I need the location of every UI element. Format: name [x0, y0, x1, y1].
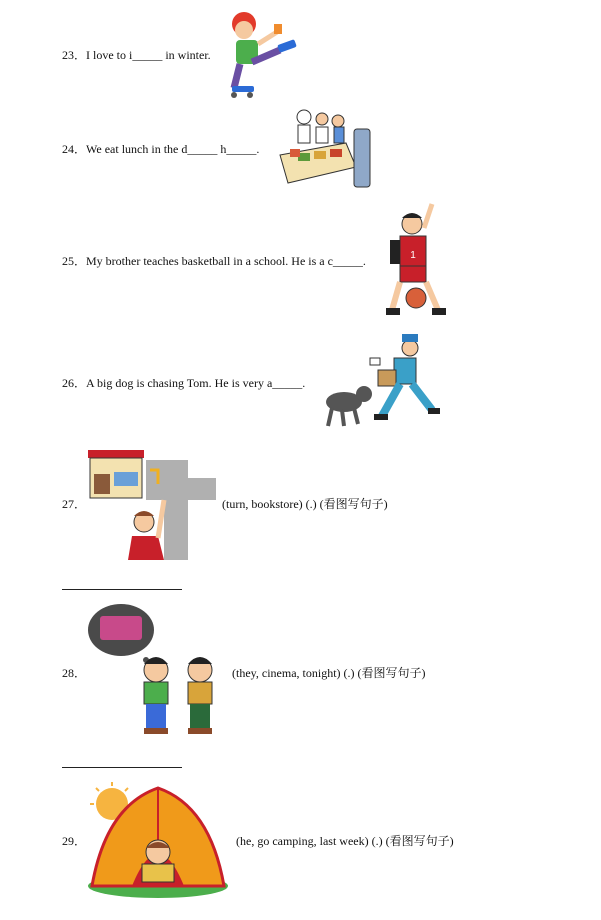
question-text: I love to i_____ in winter.: [86, 48, 211, 62]
two-boys-cinema-illustration: [86, 602, 220, 738]
question-text: My brother teaches basketball in a school. He is a c_____.: [86, 254, 366, 268]
question-25: [62, 254, 366, 268]
question-text: A big dog is chasing Tom. He is very a_____.: [86, 376, 306, 390]
question-number: 27．: [62, 497, 87, 511]
basketball-coach-illustration: [384, 200, 452, 318]
question-text: (they, cinema, tonight) (.) (看图写句子): [232, 666, 426, 680]
question-28-number: [62, 666, 86, 680]
question-number: 24．: [62, 142, 87, 156]
question-number: 23．: [62, 48, 87, 62]
answer-line-27: [62, 589, 182, 590]
question-29-prompt: [236, 834, 454, 848]
question-26: [62, 376, 305, 390]
question-text: (he, go camping, last week) (.) (看图写句子): [236, 834, 454, 848]
skating-boy-illustration: [222, 10, 302, 98]
question-text: (turn, bookstore) (.) (看图写句子): [222, 497, 388, 511]
dining-hall-illustration: [276, 105, 376, 193]
bookstore-turn-map-illustration: [88, 450, 216, 560]
question-27-prompt: [222, 497, 388, 511]
question-23: [62, 48, 211, 62]
question-28-prompt: [232, 666, 426, 680]
question-number: 28．: [62, 666, 87, 680]
question-number: 25．: [62, 254, 87, 268]
question-number: 26．: [62, 376, 87, 390]
answer-line-28: [62, 767, 182, 768]
question-number: 29．: [62, 834, 87, 848]
dog-chasing-postman-illustration: [322, 330, 440, 430]
question-text: We eat lunch in the d_____ h_____.: [86, 142, 260, 156]
boy-in-tent-illustration: [86, 782, 232, 900]
question-27-number: [62, 497, 86, 511]
svg-text:1: 1: [410, 250, 416, 261]
question-29-number: [62, 834, 86, 848]
question-24: [62, 142, 259, 156]
